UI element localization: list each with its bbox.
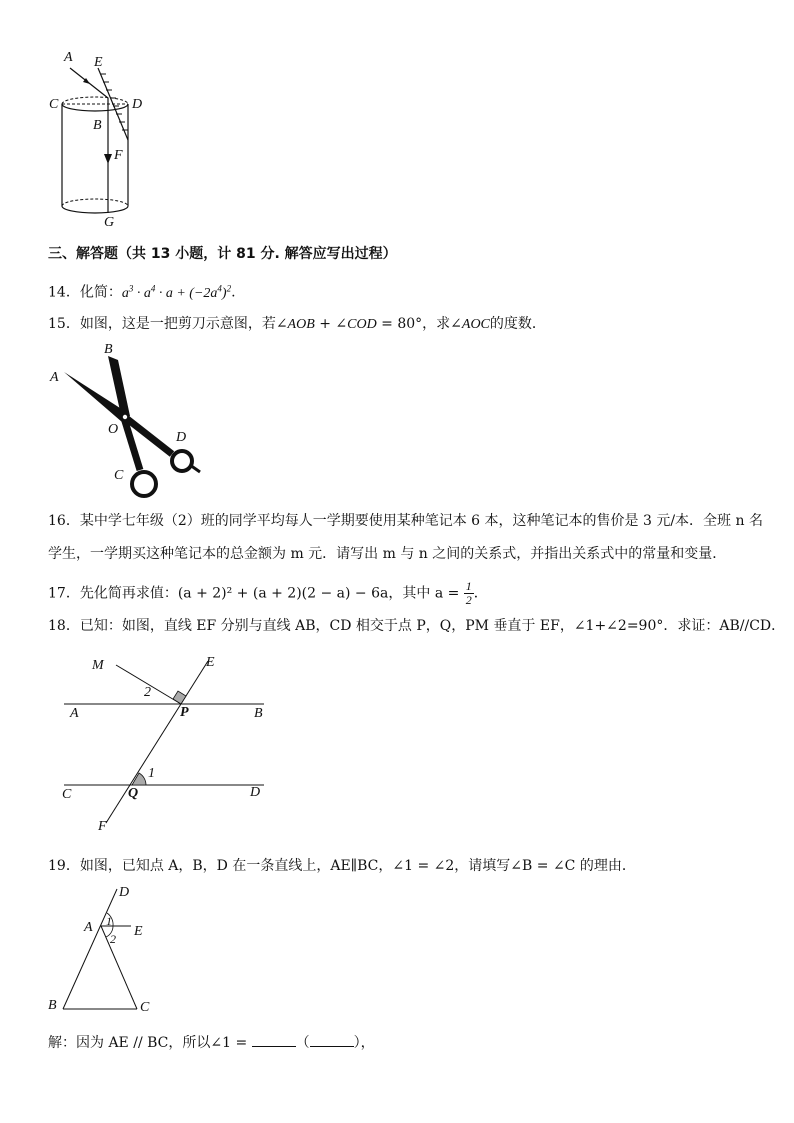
- q14-exp3: 3: [128, 283, 134, 293]
- fig18-label-2: 2: [144, 685, 151, 700]
- fig13-label-b: B: [93, 118, 102, 133]
- q14-exp2: 2: [226, 283, 232, 293]
- question-17: [48, 579, 488, 607]
- q14-exp4b: 4: [217, 283, 222, 293]
- fig15-label-d: D: [176, 430, 187, 445]
- fig18-label-c: C: [62, 787, 72, 802]
- fig18-label-1: 1: [148, 766, 155, 781]
- q15-eq: = 80°，求∠: [376, 316, 462, 332]
- fig19-label-b: B: [48, 998, 57, 1013]
- q15-text-b: 的度数．: [489, 316, 546, 332]
- q15-aob: AOB: [287, 317, 315, 332]
- triangle-figure: [55, 885, 165, 1015]
- fig13-label-e: E: [94, 55, 103, 70]
- question-16-line1: 16．某中学七年级（2）班的同学平均每人一学期要使用某种笔记本 6 本，这种笔记本的售价是 3 元/本．全班 n 名: [48, 513, 763, 529]
- q17-num: 1: [465, 579, 472, 593]
- scissors-figure: [60, 350, 210, 500]
- cylinder-figure: [40, 48, 150, 234]
- fig18-label-p: P: [180, 705, 189, 720]
- q15-aoc: AOC: [461, 317, 490, 332]
- fig18-label-f: F: [98, 819, 107, 834]
- fig18-label-q: Q: [128, 786, 139, 801]
- answer-blank-2[interactable]: [310, 1032, 354, 1047]
- fig19-label-c: C: [140, 1000, 150, 1015]
- solution-prefix: 解：因为 AE // BC，所以∠1 =: [48, 1035, 252, 1051]
- fig19-label-2: 2: [110, 932, 116, 946]
- fig18-label-d: D: [250, 785, 261, 800]
- fig15-label-c: C: [114, 468, 124, 483]
- question-16-line2: 学生，一学期买这种笔记本的总金额为 m 元．请写出 m 与 n 之间的关系式，并指出关系式中的常量和变量．: [48, 546, 727, 562]
- fig15-label-b: B: [104, 342, 113, 357]
- q17-den: 2: [465, 593, 472, 607]
- fig13-label-a: A: [64, 50, 73, 65]
- q14-mid: · a + (−2a: [155, 285, 218, 301]
- fig18-label-m: M: [92, 658, 104, 673]
- solution-line: [48, 1032, 375, 1053]
- fig19-label-e: E: [134, 924, 143, 939]
- fig19-label-a: A: [84, 920, 93, 935]
- q15-plus: + ∠: [314, 316, 348, 332]
- fig19-label-1: 1: [106, 914, 112, 928]
- question-15: [48, 314, 546, 335]
- q15-cod: COD: [347, 317, 377, 332]
- fig13-label-c: C: [49, 97, 59, 112]
- solution-paren-close: ），: [353, 1035, 375, 1051]
- fig18-label-a: A: [70, 706, 79, 721]
- question-19: 19．如图，已知点 A，B，D 在一条直线上，AE∥BC，∠1 = ∠2，请填写∠B = ∠C 的理由．: [48, 858, 636, 874]
- q14-exp4: 4: [150, 283, 156, 293]
- q17-end: ．: [473, 585, 488, 602]
- fig18-label-b: B: [254, 706, 263, 721]
- fig13-label-d: D: [132, 97, 143, 112]
- q17-fraction: [464, 580, 474, 607]
- parallel-lines-figure: [60, 655, 270, 835]
- fig18-label-e: E: [206, 655, 215, 670]
- solution-paren-open: （: [295, 1035, 310, 1051]
- fig13-label-f: F: [114, 148, 123, 163]
- question-14: 14．化简：$a^3 \cdot a^4 \cdot a + (-2a^4)^2$.: [48, 283, 236, 301]
- answer-blank-1[interactable]: [252, 1032, 296, 1047]
- fig13-label-g: G: [104, 215, 115, 230]
- q14-prefix: 14．化简：: [48, 284, 122, 301]
- question-18: 18．已知：如图，直线 EF 分别与直线 AB，CD 相交于点 P，Q，PM 垂直于 EF，∠1+∠2=90°．求证：AB//CD．: [48, 618, 786, 634]
- fig15-label-a: A: [50, 370, 59, 385]
- q14-end: .: [231, 284, 236, 301]
- q14-a: a: [121, 285, 129, 301]
- q17-text: 17．先化简再求值：(a + 2)² + (a + 2)(2 − a) − 6a，其中 a =: [48, 585, 464, 602]
- section-heading: 三、解答题（共 13 小题，计 81 分. 解答应写出过程）: [48, 246, 397, 262]
- fig19-label-d: D: [119, 885, 130, 900]
- q15-text-a: 15．如图，这是一把剪刀示意图，若∠: [48, 316, 288, 332]
- fig15-label-o: O: [108, 422, 119, 437]
